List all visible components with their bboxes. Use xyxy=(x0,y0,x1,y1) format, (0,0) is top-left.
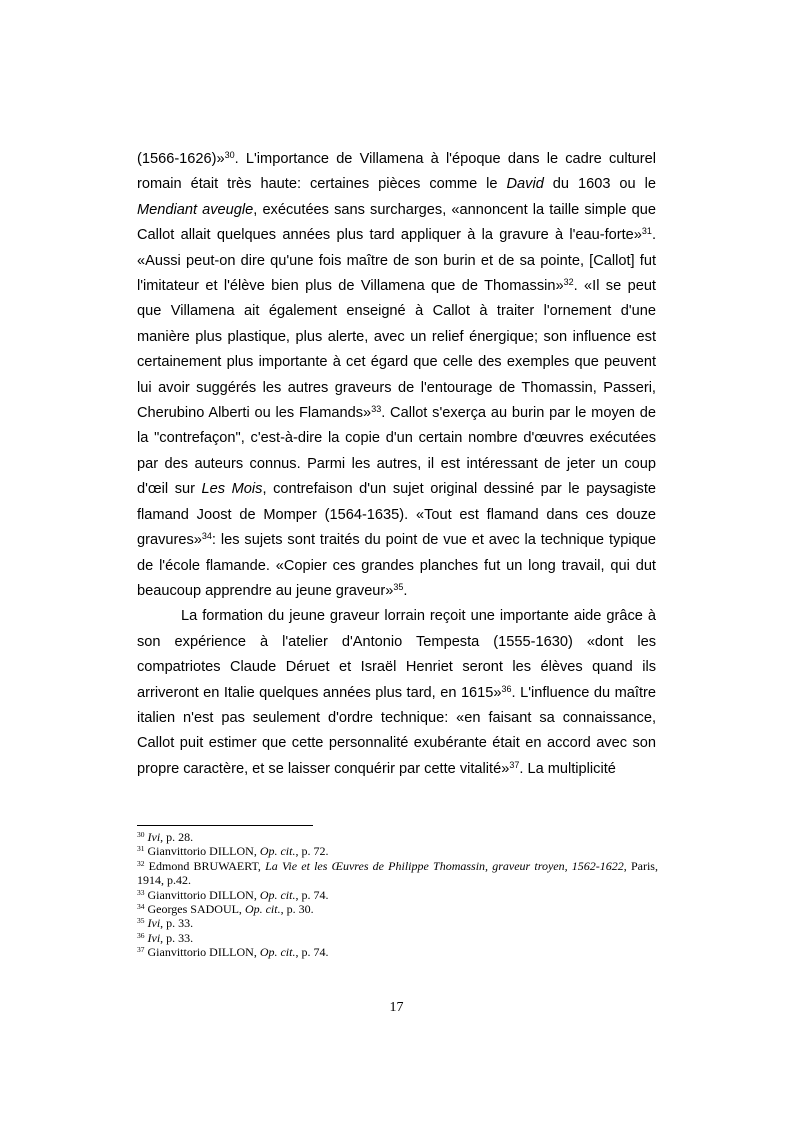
footnote-reference: 36 xyxy=(501,683,512,694)
footnote xyxy=(137,931,658,945)
italic-text: David xyxy=(506,176,544,193)
footnote-reference: 30 xyxy=(224,150,235,160)
footnote-reference: 37 xyxy=(137,945,145,955)
text-run: Georges SADOUL, xyxy=(144,902,245,917)
text-run: , p. 30. xyxy=(280,902,314,917)
footnote-reference: 34 xyxy=(137,902,145,912)
footnote-reference: 32 xyxy=(137,858,145,868)
footnote xyxy=(137,888,658,902)
footnote xyxy=(137,844,658,858)
footnote-separator xyxy=(137,825,313,826)
italic-text: Op. cit. xyxy=(259,887,296,902)
footnote xyxy=(137,830,658,844)
text-run: . L'influence du maître italien n'est pas seulement d'ordre technique: «en faisant sa connaissance, Callot puit estimer que cette personnalité exubérante était en accord avec son propre caractère, et se laisser conquérir par cette vitalité» xyxy=(137,684,656,777)
text-run: . «Il se peut que Villamena ait également enseigné à Callot à traiter l'ornement d'une manière plus plastique, plus alerte, avec un relief énergique; son influence est certainement plus importante à cet égard que celle des exemples que peuvent lui avoir suggérés les autres graveurs de l'entourage de Thomassin, Passeri, Cherubino Alberti ou les Flamands» xyxy=(137,278,656,422)
text-run: . La multiplicité xyxy=(519,760,616,777)
italic-text: La Vie et les Œuvres de Philippe Thomassin, graveur troyen, 1562-1622 xyxy=(265,858,624,873)
text-run: , contrefaison d'un sujet original dessiné par le paysagiste flamand Joost de Momper (1564-1635). «Tout est flamand dans ces douze gravures» xyxy=(137,481,656,549)
italic-text: Op. cit. xyxy=(259,844,296,859)
text-run: . xyxy=(403,582,408,599)
text-run: , p. 28. xyxy=(160,830,194,844)
footnote-reference: 31 xyxy=(641,226,652,237)
text-run: , Paris, 1914, p.42. xyxy=(137,858,658,888)
text-run: , p. 72. xyxy=(295,844,329,859)
text-run: : les sujets sont traités du point de vue et avec la technique typique de l'école flamande. «Copier ces grandes planches fut un long travail, qui dut beaucoup apprendre au jeune graveur» xyxy=(137,532,656,599)
footnote-reference: 31 xyxy=(137,844,145,854)
text-run: , p. 74. xyxy=(295,945,329,960)
text-run: Gianvittorio DILLON, xyxy=(144,844,260,859)
footnote xyxy=(137,902,658,916)
footnote-reference: 35 xyxy=(137,916,145,926)
text-run: (1566-1626)» xyxy=(137,151,225,167)
footnote-reference: 33 xyxy=(371,404,382,415)
footnote xyxy=(137,916,658,930)
paragraph xyxy=(137,147,656,604)
footnote-reference: 37 xyxy=(509,759,520,770)
text-run: . «Aussi peut-on dire qu'une fois maître de son burin et de sa pointe, [Callot] fut l'imitateur et l'élève bien plus de Villamena que de Thomassin» xyxy=(137,227,656,295)
italic-text: Op. cit. xyxy=(259,945,296,960)
footnote xyxy=(137,945,658,959)
page-number: 17 xyxy=(389,1000,404,1015)
text-run: . L'importance de Villamena à l'époque dans le cadre culturel romain était très haute: certaines pièces comme le xyxy=(137,151,656,193)
text-run: , p. 74. xyxy=(295,887,329,902)
italic-text: Ivi xyxy=(147,916,161,931)
footnote-reference: 33 xyxy=(137,887,145,897)
text-run: Gianvittorio DILLON, xyxy=(144,887,260,902)
paragraph xyxy=(137,604,656,782)
italic-text: Ivi xyxy=(147,930,161,945)
text-run: La formation du jeune graveur lorrain reçoit une importante aide grâce à son expérience à l'atelier d'Antonio Tempesta (1555-1630) «dont les compatriotes Claude Déruet et Israël Henriet seront les élèves quand ils arriveront en Italie quelques années plus tard, en 1615» xyxy=(137,608,656,701)
footnote xyxy=(137,859,658,888)
footnote-reference: 34 xyxy=(201,531,212,542)
text-run: , p. 33. xyxy=(160,930,194,945)
italic-text: Mendiant aveugle xyxy=(137,201,254,218)
footnotes xyxy=(137,830,658,960)
text-run: Edmond BRUWAERT, xyxy=(144,858,266,873)
text-run: , exécutées sans surcharges, «annoncent la taille simple que Callot allait quelques années plus tard appliquer à la gravure à l'eau-forte» xyxy=(137,201,656,244)
footnote-reference: 36 xyxy=(137,930,145,940)
body-text xyxy=(137,147,656,782)
text-run: , p. 33. xyxy=(160,916,194,931)
text-run: du 1603 ou le xyxy=(543,176,656,193)
italic-text: Op. cit. xyxy=(244,902,281,917)
footnote-reference: 32 xyxy=(563,277,574,288)
italic-text: Ivi xyxy=(147,830,161,844)
footnote-reference: 30 xyxy=(137,830,145,839)
italic-text: Les Mois xyxy=(201,481,263,498)
text-run: Gianvittorio DILLON, xyxy=(144,945,260,960)
text-run: . Callot s'exerça au burin par le moyen de la "contrefaçon", c'est-à-dire la copie d'un certain nombre d'œuvres exécutées par des auteurs connus. Parmi les autres, il est intéressant de jeter un coup d'œil sur xyxy=(137,405,657,498)
footnote-reference: 35 xyxy=(393,581,404,592)
